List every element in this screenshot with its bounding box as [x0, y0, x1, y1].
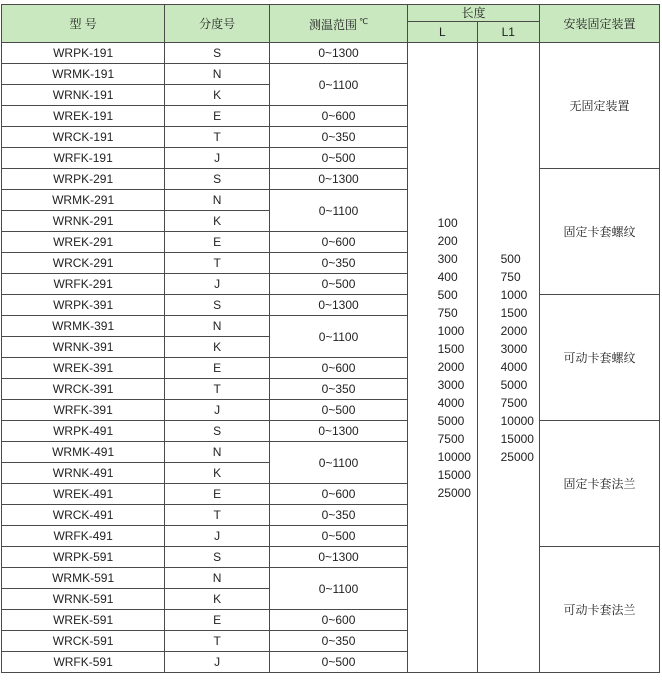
length-l1-value: 5000	[500, 377, 528, 392]
length-l-value: 5000	[437, 413, 465, 428]
length-l1-value: 15000	[500, 431, 534, 446]
length-l-value: 4000	[437, 395, 465, 410]
mount-cell: 无固定装置	[540, 43, 660, 169]
model-cell: WRFK-191	[2, 148, 165, 169]
length-l-value: 3000	[437, 377, 465, 392]
length-l-value: 100	[437, 215, 458, 230]
range-cell: 0~600	[270, 610, 408, 631]
table-header	[2, 5, 660, 43]
grade-cell: N	[165, 442, 270, 463]
model-cell: WRFK-591	[2, 652, 165, 673]
length-l1-value: 3000	[500, 341, 528, 356]
model-cell: WRFK-491	[2, 526, 165, 547]
grade-cell: N	[165, 316, 270, 337]
grade-cell: K	[165, 589, 270, 610]
table-row	[2, 421, 660, 442]
model-cell: WREK-491	[2, 484, 165, 505]
header-model: 型 号	[2, 5, 165, 43]
header-range	[270, 5, 408, 43]
grade-cell: S	[165, 421, 270, 442]
length-l-list	[414, 214, 471, 502]
range-cell: 0~350	[270, 127, 408, 148]
model-cell: WRCK-391	[2, 379, 165, 400]
range-cell: 0~500	[270, 274, 408, 295]
mount-cell: 固定卡套螺纹	[540, 169, 660, 295]
range-cell: 0~600	[270, 232, 408, 253]
range-cell: 0~350	[270, 631, 408, 652]
range-cell: 0~500	[270, 526, 408, 547]
length-l-value: 10000	[437, 449, 471, 464]
mount-cell: 固定卡套法兰	[540, 421, 660, 547]
table-row	[2, 547, 660, 568]
model-cell: WRCK-491	[2, 505, 165, 526]
model-cell: WREK-391	[2, 358, 165, 379]
range-cell: 0~600	[270, 484, 408, 505]
mount-cell: 可动卡套法兰	[540, 547, 660, 673]
grade-cell: E	[165, 106, 270, 127]
model-cell: WRMK-491	[2, 442, 165, 463]
grade-cell: S	[165, 547, 270, 568]
grade-cell: T	[165, 127, 270, 148]
range-cell: 0~350	[270, 253, 408, 274]
header-range-label: 测温范围	[309, 18, 358, 32]
grade-cell: N	[165, 190, 270, 211]
model-cell: WRPK-491	[2, 421, 165, 442]
range-cell: 0~1300	[270, 547, 408, 568]
grade-cell: J	[165, 274, 270, 295]
header-mount: 安装固定装置	[540, 5, 660, 43]
length-l-value: 400	[437, 269, 458, 284]
length-l1-value: 10000	[500, 413, 534, 428]
range-cell: 0~1100	[270, 64, 408, 106]
table-body	[2, 43, 660, 673]
model-cell: WRCK-191	[2, 127, 165, 148]
grade-cell: E	[165, 610, 270, 631]
range-cell: 0~500	[270, 400, 408, 421]
model-cell: WRPK-591	[2, 547, 165, 568]
range-cell: 0~350	[270, 379, 408, 400]
length-l-value: 750	[437, 305, 458, 320]
grade-cell: K	[165, 85, 270, 106]
model-cell: WRPK-191	[2, 43, 165, 64]
length-l1-value: 7500	[500, 395, 528, 410]
grade-cell: J	[165, 148, 270, 169]
model-cell: WRMK-391	[2, 316, 165, 337]
grade-cell: N	[165, 64, 270, 85]
model-cell: WRNK-291	[2, 211, 165, 232]
model-cell: WREK-591	[2, 610, 165, 631]
length-l1-value: 25000	[500, 449, 534, 464]
grade-cell: E	[165, 358, 270, 379]
range-cell: 0~1100	[270, 190, 408, 232]
range-cell: 0~1100	[270, 568, 408, 610]
length-l1-value: 1500	[500, 305, 528, 320]
model-cell: WRFK-291	[2, 274, 165, 295]
model-cell: WRCK-291	[2, 253, 165, 274]
range-cell: 0~1300	[270, 295, 408, 316]
model-cell: WRCK-591	[2, 631, 165, 652]
range-cell: 0~1100	[270, 316, 408, 358]
header-length: 长度	[408, 5, 540, 22]
grade-cell: J	[165, 526, 270, 547]
grade-cell: T	[165, 253, 270, 274]
grade-cell: T	[165, 379, 270, 400]
range-cell: 0~500	[270, 652, 408, 673]
length-l-value: 15000	[437, 467, 471, 482]
header-length-l1: L1	[477, 22, 539, 43]
spec-table	[1, 4, 660, 673]
length-l1-cell	[477, 43, 539, 673]
range-cell: 0~500	[270, 148, 408, 169]
header-grade: 分度号	[165, 5, 270, 43]
table-row	[2, 43, 660, 64]
model-cell: WRFK-391	[2, 400, 165, 421]
model-cell: WRPK-291	[2, 169, 165, 190]
grade-cell: T	[165, 631, 270, 652]
length-l-value: 25000	[437, 485, 471, 500]
model-cell: WREK-291	[2, 232, 165, 253]
grade-cell: K	[165, 211, 270, 232]
grade-cell: S	[165, 43, 270, 64]
length-l1-list	[483, 250, 534, 466]
grade-cell: S	[165, 295, 270, 316]
header-length-l: L	[408, 22, 478, 43]
length-l-value: 300	[437, 251, 458, 266]
table-row	[2, 169, 660, 190]
grade-cell: S	[165, 169, 270, 190]
length-l-value: 7500	[437, 431, 465, 446]
range-cell: 0~600	[270, 106, 408, 127]
grade-cell: J	[165, 652, 270, 673]
length-l-value: 1500	[437, 341, 465, 356]
grade-cell: J	[165, 400, 270, 421]
model-cell: WRNK-391	[2, 337, 165, 358]
model-cell: WRMK-191	[2, 64, 165, 85]
length-l1-value: 500	[500, 251, 521, 266]
range-cell: 0~350	[270, 505, 408, 526]
length-l1-value: 750	[500, 269, 521, 284]
grade-cell: E	[165, 232, 270, 253]
model-cell: WRPK-391	[2, 295, 165, 316]
length-l-value: 1000	[437, 323, 465, 338]
range-cell: 0~1300	[270, 43, 408, 64]
header-range-unit: ℃	[359, 17, 369, 26]
model-cell: WRNK-491	[2, 463, 165, 484]
model-cell: WRMK-591	[2, 568, 165, 589]
length-l1-value: 4000	[500, 359, 528, 374]
model-cell: WRNK-591	[2, 589, 165, 610]
length-l-value: 500	[437, 287, 458, 302]
mount-cell: 可动卡套螺纹	[540, 295, 660, 421]
grade-cell: N	[165, 568, 270, 589]
length-l1-value: 2000	[500, 323, 528, 338]
grade-cell: K	[165, 463, 270, 484]
range-cell: 0~1100	[270, 442, 408, 484]
length-l-cell	[408, 43, 478, 673]
grade-cell: K	[165, 337, 270, 358]
length-l1-value: 1000	[500, 287, 528, 302]
range-cell: 0~1300	[270, 421, 408, 442]
grade-cell: T	[165, 505, 270, 526]
table-row	[2, 295, 660, 316]
model-cell: WRMK-291	[2, 190, 165, 211]
range-cell: 0~1300	[270, 169, 408, 190]
model-cell: WREK-191	[2, 106, 165, 127]
model-cell: WRNK-191	[2, 85, 165, 106]
range-cell: 0~600	[270, 358, 408, 379]
length-l-value: 200	[437, 233, 458, 248]
length-l-value: 2000	[437, 359, 465, 374]
grade-cell: E	[165, 484, 270, 505]
